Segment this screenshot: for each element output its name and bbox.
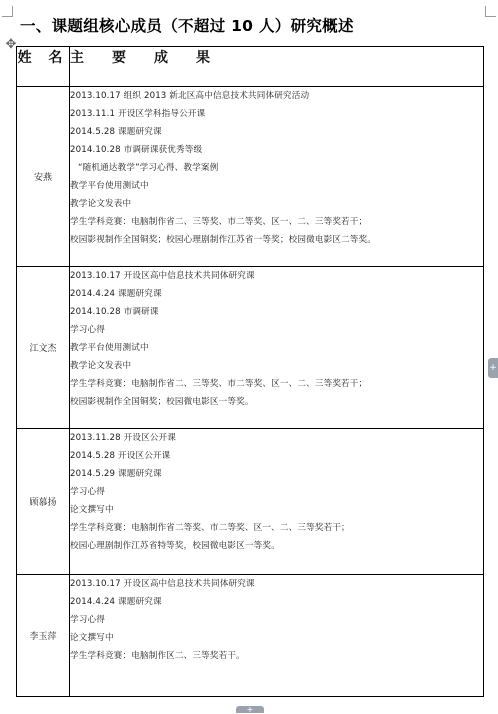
member-results <box>70 267 484 429</box>
result-item: 2014.10.28 市调研课 <box>70 307 159 317</box>
result-item: 2013.11.1 开设区学科指导公开课 <box>70 109 206 119</box>
member-name: 顾慕扬 <box>17 429 70 575</box>
result-item: 论文撰写中 <box>70 633 114 643</box>
result-item: 学生学科竞赛：电脑制作区二、三等奖若干。 <box>70 651 245 661</box>
result-item: 2013.10.17 开设区高中信息技术共同体研究课 <box>70 271 255 281</box>
header-results-cell <box>70 47 484 87</box>
result-item: 校园影视制作全国铜奖；校园微电影区一等奖。 <box>70 397 254 407</box>
member-name: 李玉萍 <box>17 575 70 697</box>
table-move-handle-icon[interactable]: ✥ <box>5 37 17 52</box>
result-item: 学习心得 <box>70 615 105 625</box>
result-item: 学习心得 <box>70 325 105 335</box>
result-item: “随机通达教学”学习心得、教学案例 <box>78 163 219 173</box>
result-item: 教学平台使用测试中 <box>70 181 149 191</box>
member-results <box>70 575 484 697</box>
member-row <box>17 267 484 429</box>
member-row <box>17 87 484 267</box>
header-results-char: 果 <box>196 50 210 66</box>
result-item: 学生学科竞赛：电脑制作省二、三等奖、市二等奖、区一、二、三等奖若干； <box>70 217 368 227</box>
add-row-handle-icon[interactable]: + <box>236 706 264 713</box>
result-item: 2014.5.28 开设区公开课 <box>70 451 171 461</box>
page-corner-mark-left <box>2 6 13 17</box>
page-corner-mark-right <box>485 6 496 17</box>
member-row <box>17 575 484 697</box>
result-item: 校园心理剧制作江苏省特等奖，校园微电影区一等奖。 <box>70 541 280 551</box>
header-results-char: 成 <box>154 50 168 66</box>
result-item: 学生学科竞赛：电脑制作省二、三等奖、市二等奖、区一、二、三等奖若干； <box>70 379 368 389</box>
member-name: 安燕 <box>17 87 70 267</box>
result-item: 2014.4.24 课题研究课 <box>70 289 162 299</box>
member-name: 江文杰 <box>17 267 70 429</box>
header-results-char: 要 <box>112 50 126 66</box>
add-column-handle-icon[interactable]: + <box>488 358 498 378</box>
member-row <box>17 429 484 575</box>
section-heading: 一、课题组核心成员（不超过 10 人）研究概述 <box>20 17 354 35</box>
result-item: 学习心得 <box>70 487 105 497</box>
result-item: 2014.5.28 课题研究课 <box>70 127 162 137</box>
result-item: 2014.10.28 市调研课获优秀等级 <box>70 145 203 155</box>
result-item: 教学论文发表中 <box>70 361 132 371</box>
header-name-cell: 姓 名 <box>17 47 70 87</box>
result-item: 2013.10.17 组织 2013 新北区高中信息技术共同体研究活动 <box>70 91 310 101</box>
result-item: 教学平台使用测试中 <box>70 343 149 353</box>
result-item: 校园影视制作全国铜奖；校园心理剧制作江苏省一等奖；校园微电影区二等奖。 <box>70 235 377 245</box>
result-item: 学生学科竞赛：电脑制作省二等奖、市二等奖、区一、二、三等奖若干； <box>70 523 350 533</box>
member-results <box>70 87 484 267</box>
members-table <box>16 46 484 697</box>
header-results-char: 主 <box>70 50 84 66</box>
table-header-row <box>17 47 484 87</box>
result-item: 2014.5.29 课题研究课 <box>70 469 162 479</box>
result-item: 2013.10.17 开设区高中信息技术共同体研究课 <box>70 579 255 589</box>
result-item: 2014.4.24 课题研究课 <box>70 597 162 607</box>
result-item: 论文撰写中 <box>70 505 114 515</box>
result-item: 2013.11.28 开设区公开课 <box>70 433 177 443</box>
member-results <box>70 429 484 575</box>
result-item: 教学论文发表中 <box>70 199 132 209</box>
